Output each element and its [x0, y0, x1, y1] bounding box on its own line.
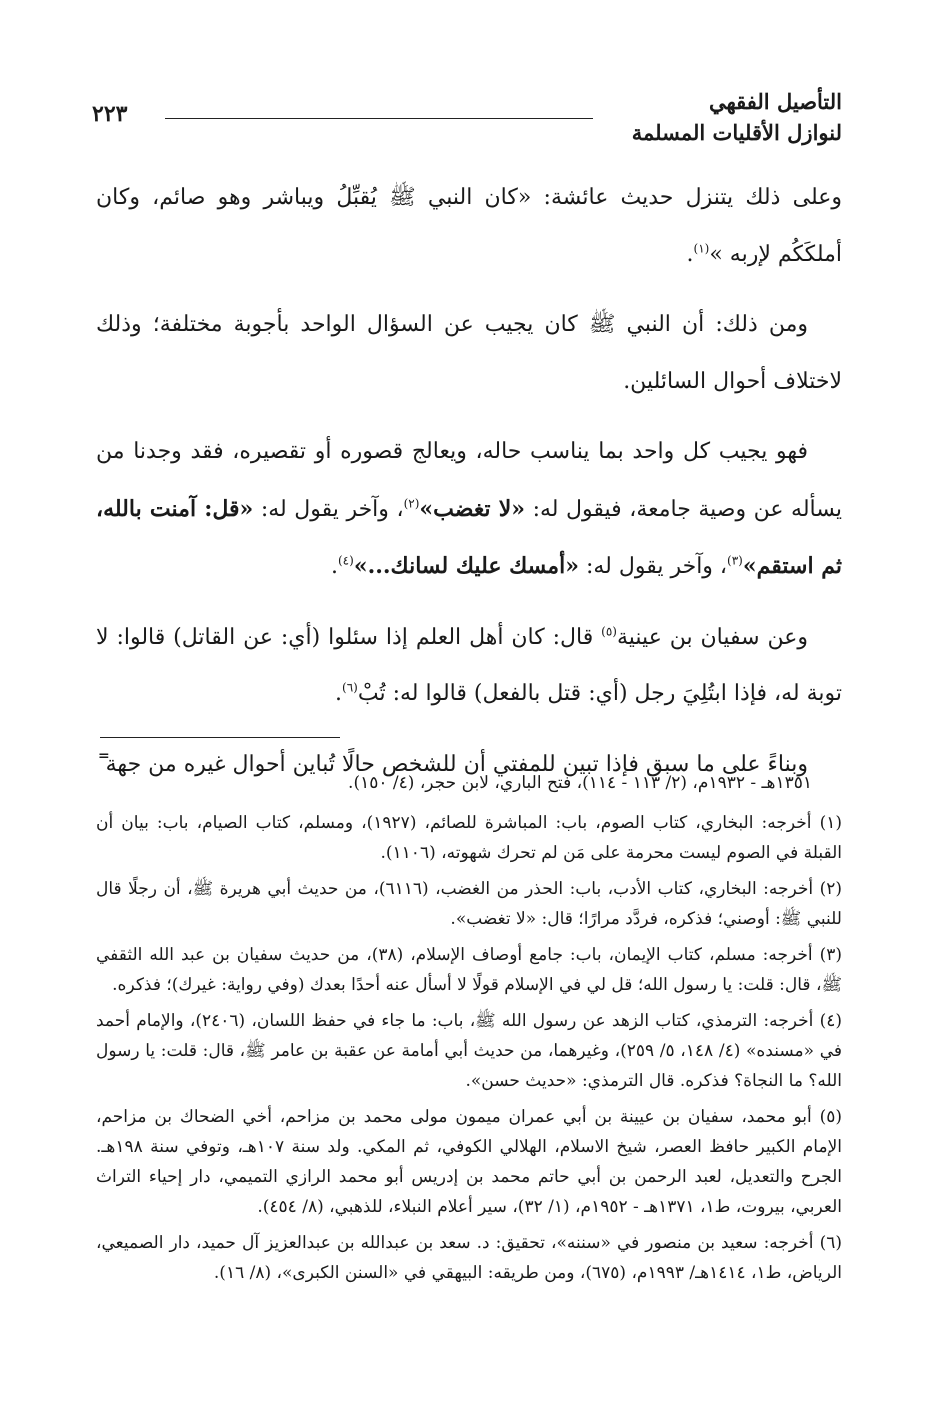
paragraph-aisha-hadith: وعلى ذلك يتنزل حديث عائشة: «كان النبي ﷺ يُقبِّلُ ويباشر وهو صائم، وكان أملكَكُم لإربه »$^{(١)}$. — [96, 185, 842, 267]
footnotes — [96, 768, 842, 1294]
footnote-ref-4: (٤) — [337, 553, 354, 568]
footnote-ref-3: (٣) — [727, 553, 743, 568]
footnote-ref-2: (٢) — [403, 496, 420, 511]
main-text — [96, 170, 842, 807]
paragraph-different-answers: ومن ذلك: أن النبي ﷺ كان يجيب عن السؤال الواحد بأجوبة مختلفة؛ وذلك لاختلاف أحوال السائلين. — [96, 312, 842, 394]
footnote-rule — [100, 737, 340, 738]
running-header — [602, 86, 842, 148]
quote-amantu-billah: «قل: آمنت بالله، ثم استقم» — [96, 495, 842, 579]
footnote-carryover: ١٣٥١هـ - ١٩٣٢م، (٢/ ١١٣ - ١١٤)، فتح الباري، لابن حجر، (٤/ ١٥٠). — [348, 773, 812, 793]
footnote-continuation-marker: = — [98, 748, 110, 764]
footnote-5: (٥) أبو محمد، سفيان بن عيينة بن أبي عمران ميمون مولى محمد بن مزاحم، أخي الضحاك بن مزاحم، الإمام الكبير حافظ العصر، شيخ الاسلام، الهلالي الكوفي، ثم المكي. ولد سنة ١٠٧هـ، وتوفي سنة ١٩٨هـ. الجرح والتعديل، لعبد الرحمن بن أبي حاتم محمد بن إدريس أبو محمد الرازي التميمي، دار إحياء التراث العربي، بيروت، ط١، ١٣٧١هـ - ١٩٥٢م، (١/ ٣٢)، سير أعلام النبلاء، للذهبي، (٨/ ٤٥٤). — [96, 1107, 842, 1217]
footnote-ref-6: (٦) — [342, 680, 358, 695]
header-rule — [165, 118, 593, 119]
footnote-ref-1: (١) — [693, 241, 710, 256]
footnote-4: (٤) أخرجه: الترمذي، كتاب الزهد عن رسول الله ﷺ، باب: ما جاء في حفظ اللسان، (٢٤٠٦)، والإمام أحمد في «مسنده» (٤/ ١٤٨، ٥/ ٢٥٩)، وغيرهما، من حديث أبي أمامة عن عقبة بن عامر ﷺ، قال: قلت: يا رسول الله؟ ما النجاة؟ فذكره. قال الترمذي: «حديث حسن». — [96, 1011, 843, 1091]
header-title-line2: لنوازل الأقليات المسلمة — [631, 120, 842, 145]
footnote-6: (٦) أخرجه: سعيد بن منصور في «سننه»، تحقيق: د. سعد بن عبدالله بن عبدالعزيز آل حميد، دار الصميعي، الرياض، ط١، ١٤١٤هـ/ ١٩٩٣م، (٦٧٥)، ومن طريقه: البيهقي في «السنن الكبرى»، (٨/ ١٦). — [96, 1233, 842, 1283]
paragraph-sufyan: وعن سفيان بن عينية$^{(٥)}$ قال: كان أهل العلم إذا سئلوا (أي: عن القاتل) قالوا: لا توبة له، فإذا ابتُلِيَ رجل (أي: قتل بالفعل) قالوا له: تُبْ$^{(٦)}$. — [96, 624, 842, 706]
quote-la-taghdab: «لا تغضب» — [419, 495, 526, 522]
footnote-ref-5: (٥) — [601, 624, 617, 639]
quote-amsik-lisanak: «أمسك عليك لسانك...» — [353, 553, 579, 579]
paragraph-conclusion: وبناءً على ما سبق فإذا تبين للمفتي أن للشخص حالًا تُباين أحوال غيره من جهة — [105, 751, 808, 777]
footnote-3: (٣) أخرجه: مسلم، كتاب الإيمان، باب: جامع أوصاف الإسلام، (٣٨)، من حديث سفيان بن عبد الله الثقفي ﷺ، قال: قلت: يا رسول الله؛ قل لي في الإسلام قولًا لا أسأل عنه أحدًا بعدك (وفي رواية: غيرك)؛ فذكره. — [96, 945, 842, 995]
paragraph-examples: فهو يجيب كل واحد بما يناسب حاله، ويعالج قصوره أو تقصيره، فقد وجدنا من يسأله عن وصية جامعة، فيقول له: «لا تغضب»$^{(٢)}$، وآخر يقول له: «قل: آمنت بالله، ثم استقم»$^{(٣)}$، وآخر يقول له: «أمسك عليك لسانك...»$^{(٤)}$. — [96, 439, 842, 579]
header-title-line1: التأصيل الفقهي — [708, 89, 842, 114]
page-number: ٢٢٣ — [92, 101, 128, 127]
footnote-1: (١) أخرجه: البخاري، كتاب الصوم، باب: المباشرة للصائم، (١٩٢٧)، ومسلم، كتاب الصيام، باب: بيان أن القبلة في الصوم ليست محرمة على مَن لم تحرك شهوته، (١١٠٦). — [96, 813, 842, 863]
footnote-2: (٢) أخرجه: البخاري، كتاب الأدب، باب: الحذر من الغضب، (٦١١٦)، من حديث أبي هريرة ﷺ، أن رجلًا قال للنبي ﷺ: أوصني؛ فذكره، فردَّد مرارًا؛ قال: «لا تغضب». — [96, 879, 842, 929]
